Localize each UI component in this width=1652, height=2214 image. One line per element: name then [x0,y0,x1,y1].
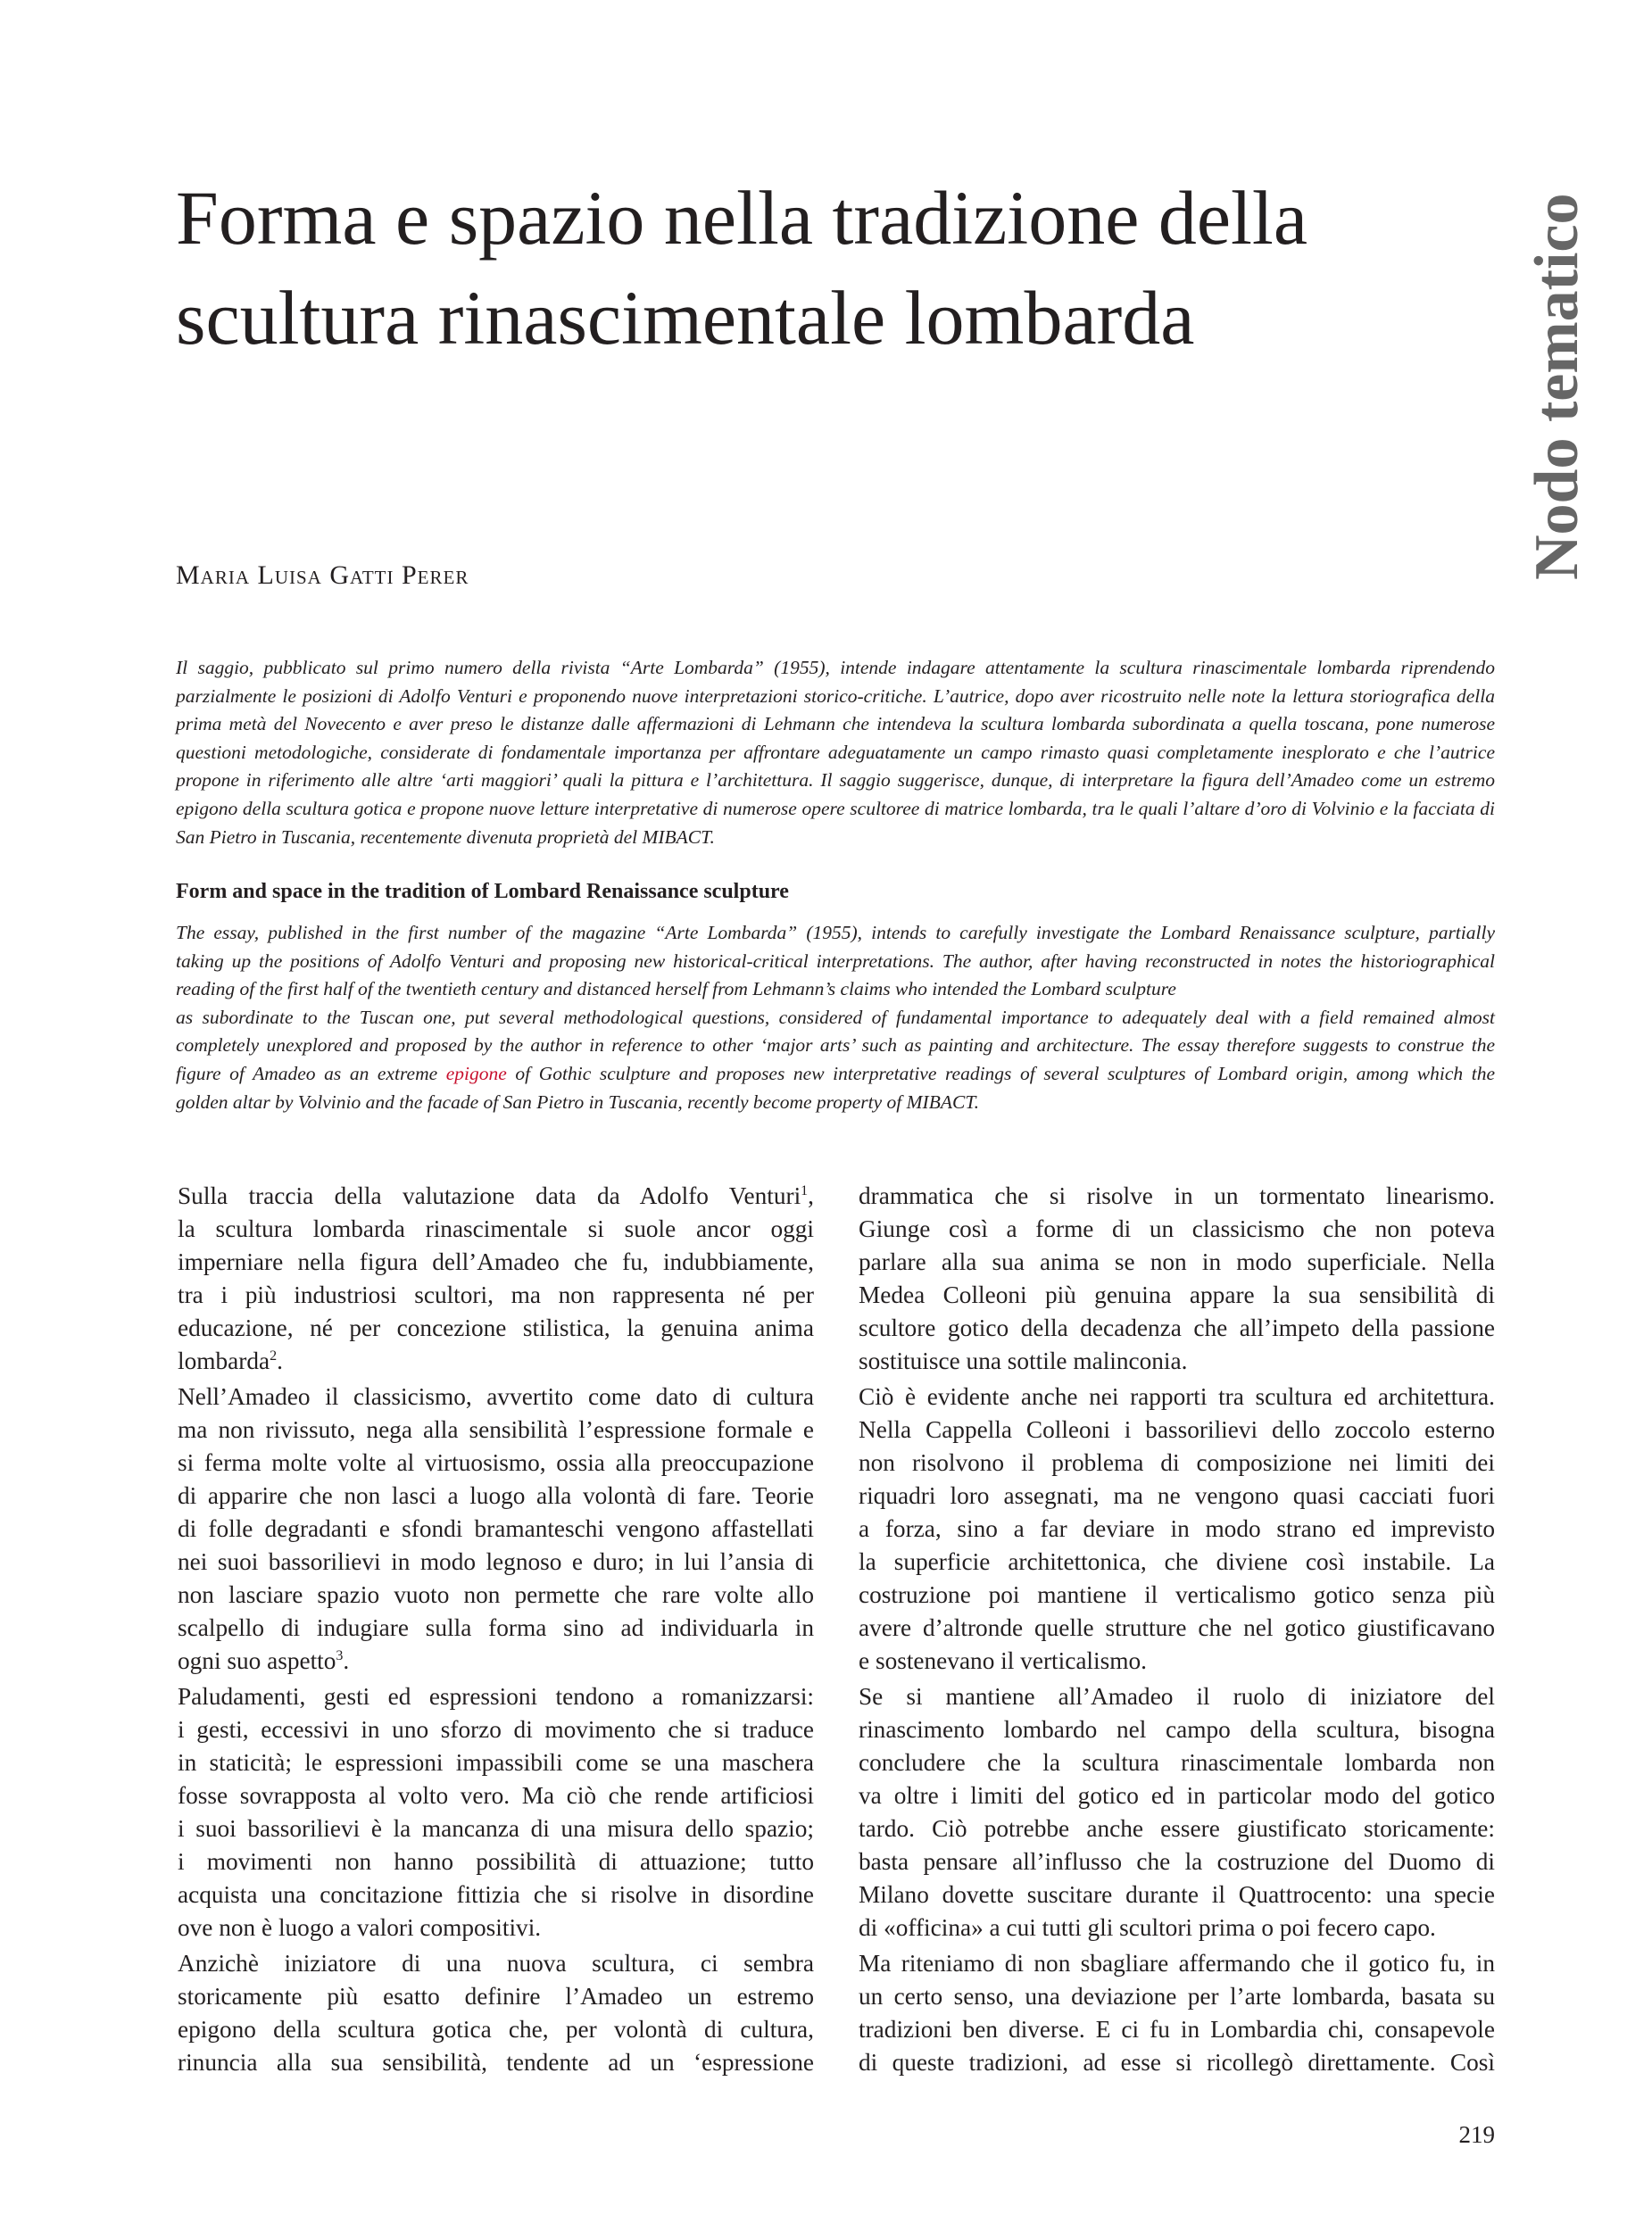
text-line: ove non è luogo a valori compositivi. [178,1914,542,1941]
text-line [178,1345,814,1378]
text-line [178,1645,814,1678]
text-line: scalpello di indugiare sulla forma sino ad individuarla in [178,1614,814,1641]
text-line: nei suoi bassorilievi in modo legnoso e duro; in lui l’ansia di [178,1548,814,1575]
text-line: non lasciare spazio vuoto non permette che rare volte allo [178,1581,814,1608]
text-line: i suoi bassorilievi è la mancanza di una misura dello spazio; [178,1815,814,1842]
abstract-english [176,919,1495,1116]
text-line: avere d’altronde quelle strutture che nel gotico giustificavano [859,1614,1495,1641]
footnote-ref: 3 [336,1648,344,1663]
body-column-right [859,1180,1495,2082]
section-side-label: Nodo tematico [1523,193,1591,580]
text-line: la superficie architettonica, che diviene così instabile. La [859,1548,1495,1575]
text-line: Nella Cappella Colleoni i bassorilievi dello zoccolo esterno [859,1416,1495,1443]
text-line: Paludamenti, gesti ed espressioni tendono a romanizzarsi: [178,1683,814,1710]
text-line: Se si mantiene all’Amadeo il ruolo di iniziatore del [859,1683,1495,1710]
abstract-text: figure of Amadeo as an extreme [176,1062,446,1084]
text-line: in staticità; le espressioni impassibili come se una maschera [178,1749,814,1776]
text-line: Giunge così a forme di un classicismo che non poteva [859,1215,1495,1242]
text: ogni suo aspetto [178,1647,336,1674]
text-line: i movimenti non hanno possibilità di attuazione; tutto [178,1848,814,1875]
text-line: si ferma molte volte al virtuosismo, ossia alla preoccupazione [178,1449,814,1476]
abstract-line: completely unexplored and proposed by the author in reference to other ‘major arts’ such as painting and architecture. The essay therefore suggests to construe the [176,1034,1495,1057]
text-line: fosse sovrapposta al volto vero. Ma ciò che rende artificiosi [178,1782,814,1809]
text-line: di apparire che non lasci a luogo alla volontà di fare. Teorie [178,1482,814,1509]
footnote-ref: 1 [801,1183,809,1198]
text-line [178,1180,814,1213]
paragraph [859,1381,1495,1678]
text-line: e sostenevano il verticalismo. [859,1647,1147,1674]
text-line: storicamente più esatto definire l’Amadeo un estremo [178,1983,814,2010]
text-line: acquista una concitazione fittizia che si risolve in disordine [178,1881,814,1908]
text-line: Nell’Amadeo il classicismo, avvertito come dato di cultura [178,1383,814,1410]
paragraph [178,1180,814,1378]
text-line: drammatica che si risolve in un tormentato linearismo. [859,1182,1495,1209]
title-line: scultura rinascimentale lombarda [176,275,1195,361]
text-line: parlare alla sua anima se non in modo superficiale. Nella [859,1248,1495,1275]
abstract-line [176,1060,1495,1089]
paragraph [178,1381,814,1678]
text-line: di «officina» a cui tutti gli scultori prima o poi fecero capo. [859,1914,1436,1941]
text-line: concludere che la scultura rinascimentale lombarda non [859,1749,1495,1776]
text-line: tardo. Ciò potrebbe anche essere giustificato storicamente: [859,1815,1495,1842]
text: . [277,1347,283,1374]
text-line: epigono della scultura gotica che, per volontà di cultura, [178,2016,814,2043]
abstract-line: as subordinate to the Tuscan one, put several methodological questions, considered of fundamental importance to adequately deal with a field remained almost [176,1006,1495,1028]
text: lombarda [178,1347,270,1374]
text-line: di queste tradizioni, ad esse si ricollegò direttamente. Così [859,2049,1495,2076]
paragraph [859,1680,1495,1945]
text-line: riquadri loro assegnati, ma ne vengono quasi cacciati fuori [859,1482,1495,1509]
text-line: Milano dovette suscitare durante il Quattrocento: una specie [859,1881,1495,1908]
paragraph [178,1680,814,1945]
english-title: Form and space in the tradition of Lombard Renaissance sculpture [176,880,789,903]
page-number: 219 [1458,2121,1495,2148]
article-title [176,168,1470,368]
text-line: a forza, sino a far deviare in modo strano ed imprevisto [859,1515,1495,1542]
text-line: educazione, né per concezione stilistica, la genuina anima [178,1314,814,1341]
text-line: Anzichè iniziatore di una nuova scultura, ci sembra [178,1950,814,1977]
text-line: sostituisce una sottile malinconia. [859,1347,1188,1374]
text-line: basta pensare all’influsso che la costruzione del Duomo di [859,1848,1495,1875]
text-line: va oltre i limiti del gotico ed in particolar modo del gotico [859,1782,1495,1809]
text-line: di folle degradanti e sfondi bramanteschi vengono affastellati [178,1515,814,1542]
abstract-line: reading of the first half of the twentieth century and distanced herself from Lehmann’s claims who intended the Lombard sculpture [176,978,1176,1000]
text-line: rinuncia alla sua sensibilità, tendente ad un ‘espressione [178,2049,814,2076]
author-name: Maria Luisa Gatti Perer [176,560,469,590]
paragraph [178,1947,814,2079]
text-line: la scultura lombarda rinascimentale si suole ancor oggi [178,1215,814,1242]
abstract-text: of Gothic sculpture and proposes new interpretative readings of several sculptures of Lombard origin, among which the [506,1062,1496,1084]
title-line: Forma e spazio nella tradizione della [176,175,1307,261]
abstract-line: The essay, published in the first number of the magazine “Arte Lombarda” (1955), intends to carefully investigate the Lombard Renaissance sculpture, partially [176,922,1495,943]
highlighted-term: epigone [445,1062,507,1084]
text-line: costruzione poi mantiene il verticalismo gotico senza più [859,1581,1495,1608]
abstract-line: taking up the positions of Adolfo Venturi and proposing new historical-critical interpretations. The author, after having reconstructed in notes the historiographical [176,949,1495,972]
text-line: tradizioni ben diverse. E ci fu in Lombardia chi, consapevole [859,2016,1495,2043]
body-column-left [178,1180,814,2082]
text: , [808,1182,814,1209]
abstract-italian: Il saggio, pubblicato sul primo numero della rivista “Arte Lombarda” (1955), intende indagare attentamente la scultura rinascimentale lombarda riprendendo parzialmente le posizioni di Adolfo Venturi e proponendo nuove interpretazioni storico-critiche. L’autrice, dopo aver ricostruito nelle note la lettura storiografica della prima metà del Novecento e aver preso le distanze dalle affermazioni di Lehmann che intendeva la scultura lombarda subordinata a quella toscana, pone numerose questioni metodologiche, considerate di fondamentale importanza per affrontare adeguatamente un campo rimasto quasi completamente inesplorato e che l’autrice propone in riferimento alle altre ‘arti maggiori’ quali la pittura e l’architettura. Il saggio suggerisce, dunque, di interpretare la figura dell’Amadeo come un estremo epigono della scultura gotica e propone nuove letture interpretative di numerose opere scultoree di matrice lombarda, tra le quali l’altare d’oro di Volvinio e la facciata di San Pietro in Tuscania, recentemente divenuta proprietà del MIBACT. [176,657,1495,848]
text-line: non risolvono il problema di composizione nei limiti dei [859,1449,1495,1476]
text: Sulla traccia della valutazione data da Adolfo Venturi [178,1182,801,1209]
abstract-line: golden altar by Volvinio and the facade of San Pietro in Tuscania, recently become property of MIBACT. [176,1090,980,1113]
text: . [343,1647,350,1674]
text-line: i gesti, eccessivi in uno sforzo di movimento che si traduce [178,1716,814,1743]
text-line: imperniare nella figura dell’Amadeo che fu, indubbiamente, [178,1248,814,1275]
text-line: tra i più industriosi scultori, ma non rappresenta né per [178,1281,814,1308]
text-line: ma non rivissuto, nega alla sensibilità l’espressione formale e [178,1416,814,1443]
footnote-ref: 2 [270,1348,278,1364]
paragraph [859,1180,1495,1378]
text-line: Medea Colleoni più genuina appare la sua sensibilità di [859,1281,1495,1308]
text-line: Ciò è evidente anche nei rapporti tra scultura ed architettura. [859,1383,1495,1410]
text-line: un certo senso, una deviazione per l’arte lombarda, basata su [859,1983,1495,2010]
text-line: rinascimento lombardo nel campo della scultura, bisogna [859,1716,1495,1743]
text-line: scultore gotico della decadenza che all’impeto della passione [859,1314,1495,1341]
text-line: Ma riteniamo di non sbagliare affermando che il gotico fu, in [859,1950,1495,1977]
paragraph [859,1947,1495,2079]
